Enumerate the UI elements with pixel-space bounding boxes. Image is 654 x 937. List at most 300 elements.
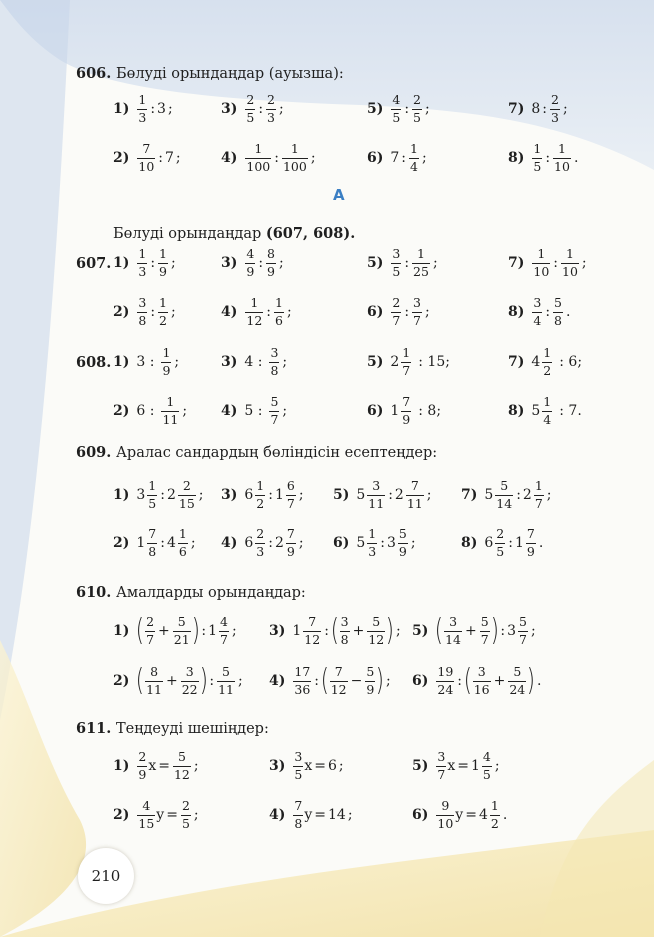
exercise-item: 4) 6 $\frac{2}{3}$ : 2 $\frac{7}{9}$ ; [221, 526, 304, 559]
denominator: 4 [410, 158, 418, 174]
numerator: 1 [543, 394, 552, 409]
fraction [219, 616, 229, 646]
right-paren: ) [490, 613, 499, 648]
fraction [293, 666, 311, 696]
operator: ; [426, 487, 432, 503]
fraction [269, 347, 279, 377]
denominator: 5 [496, 543, 505, 559]
denominator: 25 [413, 263, 429, 279]
operator: ; [237, 673, 243, 689]
exercise-item: 5) 5 $\frac{3}{11}$ : 2 $\frac{7}{11}$ ; [333, 478, 432, 511]
term: : 7. [559, 403, 582, 419]
left-paren: ( [435, 613, 444, 648]
numerator: 1 [159, 295, 167, 310]
operator: ; [298, 487, 304, 503]
denominator: 2 [159, 312, 167, 328]
operator: ; [174, 354, 180, 370]
denominator: 2 [543, 362, 552, 378]
operator: ; [282, 403, 288, 419]
mixed-number [275, 480, 297, 510]
denominator: 11 [406, 495, 423, 511]
operator: ; [425, 304, 430, 320]
denominator: 9 [286, 543, 295, 559]
exercise-item: 6) $\frac{2}{7}$ : $\frac{3}{7}$ ; [367, 295, 430, 328]
denominator: 2 [256, 495, 265, 511]
denominator: 10 [554, 158, 570, 174]
numerator: 1 [537, 246, 546, 261]
mixed-number [479, 800, 501, 830]
math-expression [531, 248, 588, 278]
fraction [245, 94, 255, 124]
left-paren: ( [463, 663, 472, 698]
fraction [286, 480, 296, 510]
fraction [340, 616, 350, 646]
numerator: 5 [372, 614, 381, 629]
operator: ; [425, 101, 430, 117]
operator: + [465, 623, 477, 639]
term: 14 [327, 807, 346, 823]
term: x [304, 758, 313, 774]
numerator: 4 [482, 749, 491, 764]
exercise-item: 4) $\frac{1}{100}$ : $\frac{1}{100}$ ; [221, 141, 316, 174]
denominator: 12 [173, 766, 190, 782]
left-paren: ( [320, 663, 329, 698]
numerator: 2 [181, 798, 190, 813]
exercise-item: 7) 8 : $\frac{2}{3}$ ; [508, 92, 568, 125]
numerator: 5 [480, 614, 489, 629]
fraction [391, 94, 401, 124]
denominator: 5 [482, 766, 491, 782]
numerator: 1 [256, 478, 265, 493]
fraction [480, 616, 490, 646]
numerator: 1 [410, 141, 418, 156]
fraction [542, 347, 552, 377]
fraction [147, 528, 157, 558]
problem-number: 607. [76, 255, 112, 272]
denominator: 7 [413, 312, 421, 328]
mixed-number [244, 528, 266, 558]
operator: ; [310, 150, 316, 166]
fraction [161, 396, 179, 426]
fraction [365, 666, 375, 696]
numerator: 1 [166, 394, 175, 409]
denominator: 3 [368, 543, 377, 559]
exercise-item: 1) $\frac{2}{9}$ x = $\frac{5}{12}$ ; [113, 749, 199, 782]
mixed-number [167, 528, 189, 558]
denominator: 3 [256, 543, 265, 559]
numerator: 5 [398, 526, 407, 541]
fraction [147, 480, 157, 510]
numerator: 1 [558, 141, 566, 156]
numerator: 7 [402, 394, 411, 409]
denominator: 11 [368, 495, 385, 511]
exercise-item: 6) $\frac{9}{10}$ y = 4 $\frac{1}{2}$ . [412, 798, 508, 831]
fraction [401, 347, 411, 377]
denominator: 5 [294, 766, 303, 782]
numerator: 3 [270, 345, 279, 360]
operator: ; [562, 101, 568, 117]
exercise-item: 2) 1 $\frac{7}{8}$ : 4 $\frac{1}{6}$ ; [113, 526, 196, 559]
numerator: 1 [368, 526, 377, 541]
denominator: 100 [246, 158, 271, 174]
fraction [303, 616, 321, 646]
fraction [401, 396, 411, 426]
fraction [542, 396, 552, 426]
denominator: 12 [368, 631, 385, 647]
denominator: 7 [220, 631, 228, 647]
operator: ; [198, 487, 204, 503]
exercise-item: 3) 1 $\frac{7}{12}$ : ( $\frac{3}{8}$ + $\frac{5}{12}$ ) ; [269, 613, 401, 648]
math-expression [531, 143, 580, 173]
operator: = [314, 758, 326, 774]
numerator: 4 [142, 798, 151, 813]
fraction [137, 297, 147, 327]
operator: : [516, 487, 521, 503]
exercise-item: 8) $\frac{1}{5}$ : $\frac{1}{10}$ . [508, 141, 579, 174]
mixed-number [356, 528, 378, 558]
fraction [367, 528, 377, 558]
math-expression [136, 613, 238, 648]
whole-part: 6 [244, 535, 254, 551]
math-expression [356, 480, 433, 510]
mixed-number [523, 480, 545, 510]
operator: : [150, 255, 156, 271]
math-expression [244, 143, 317, 173]
denominator: 5 [181, 815, 190, 831]
operator: ; [581, 255, 587, 271]
math-expression [136, 347, 181, 377]
mixed-number [531, 347, 553, 377]
operator: = [457, 758, 469, 774]
denominator: 4 [533, 312, 542, 328]
term: 3 [157, 101, 166, 117]
denominator: 2 [490, 815, 499, 831]
fraction [482, 751, 492, 781]
operator: + [352, 623, 365, 639]
denominator: 10 [437, 815, 454, 831]
operator: − [350, 673, 363, 689]
right-paren: ) [385, 613, 395, 648]
fraction [526, 528, 536, 558]
mixed-number [507, 616, 529, 646]
denominator: 3 [551, 109, 559, 125]
denominator: 6 [275, 312, 283, 328]
fraction [473, 666, 491, 696]
operator: ; [193, 807, 199, 823]
fraction [269, 396, 279, 426]
math-expression [136, 663, 244, 698]
numerator: 5 [554, 295, 562, 310]
mixed-number [390, 396, 412, 426]
numerator: 1 [417, 246, 425, 261]
fraction [293, 751, 303, 781]
denominator: 22 [181, 681, 198, 697]
denominator: 100 [282, 158, 307, 174]
problem-number: 608. [76, 354, 112, 371]
whole-part: 1 [292, 623, 302, 639]
numerator: 3 [372, 478, 381, 493]
numerator: 3 [449, 614, 458, 629]
fraction [137, 751, 147, 781]
numerator: 1 [138, 92, 147, 107]
denominator: 9 [267, 263, 275, 279]
numerator: 1 [290, 141, 299, 156]
numerator: 7 [308, 614, 317, 629]
denominator: 24 [509, 681, 526, 697]
problem-607-header [76, 255, 111, 272]
denominator: 8 [340, 631, 349, 647]
denominator: 11 [162, 411, 179, 427]
denominator: 11 [146, 681, 162, 697]
fraction [266, 248, 276, 278]
mixed-number [208, 616, 230, 646]
numerator: 7 [148, 526, 157, 541]
fraction [137, 143, 155, 173]
exercise-item: 3) 6 $\frac{1}{2}$ : 1 $\frac{6}{7}$ ; [221, 478, 304, 511]
fraction [532, 143, 542, 173]
denominator: 7 [480, 631, 489, 647]
numerator: 3 [413, 295, 421, 310]
operator: . [538, 535, 544, 551]
fraction [412, 94, 422, 124]
term: x [148, 758, 157, 774]
denominator: 10 [138, 158, 155, 174]
math-expression [390, 297, 431, 327]
denominator: 14 [496, 495, 513, 511]
fraction [137, 248, 147, 278]
fraction [158, 297, 168, 327]
denominator: 5 [533, 158, 542, 174]
operator: : [268, 535, 273, 551]
whole-part: 1 [208, 623, 218, 639]
fraction [444, 616, 462, 646]
term: 4 : [244, 354, 263, 370]
denominator: 36 [294, 681, 311, 697]
operator: . [536, 673, 542, 689]
numerator: 9 [441, 798, 450, 813]
exercise-item: 8) 6 $\frac{2}{5}$ : 1 $\frac{7}{9}$ . [461, 526, 544, 559]
whole-part: 1 [274, 487, 284, 503]
operator: : [457, 673, 462, 689]
numerator: 1 [148, 478, 157, 493]
denominator: 7 [534, 495, 543, 511]
problem-title: Теңдеуді шешіңдер: [115, 721, 269, 737]
math-expression [435, 613, 537, 648]
term: 6 : [136, 403, 155, 419]
denominator: 7 [519, 631, 527, 647]
denominator: 3 [138, 109, 147, 125]
fraction [286, 528, 296, 558]
operator: . [573, 150, 579, 166]
math-expression [244, 347, 289, 377]
numerator: 7 [294, 798, 303, 813]
fraction [245, 248, 255, 278]
operator: ; [494, 758, 500, 774]
denominator: 9 [402, 411, 411, 427]
operator: ; [386, 673, 391, 689]
problem-title: Бөлуді орындаңдар (ауызша): [115, 66, 344, 82]
fraction [412, 297, 422, 327]
right-paren: ) [527, 663, 536, 698]
denominator: 9 [138, 766, 147, 782]
term: y [304, 807, 313, 823]
operator: : [542, 101, 548, 117]
section-letter: А [333, 186, 345, 204]
denominator: 7 [270, 411, 279, 427]
fraction [436, 751, 446, 781]
problem-title: Аралас сандардың бөліндісін есептеңдер: [115, 445, 438, 461]
exercise-item: 6) 7 : $\frac{1}{4}$ ; [367, 141, 427, 174]
math-expression [244, 297, 293, 327]
mixed-number [471, 751, 493, 781]
whole-part: 5 [531, 403, 541, 419]
term: 6 [327, 758, 337, 774]
fraction [367, 480, 385, 510]
fraction [330, 666, 348, 696]
math-expression [356, 528, 417, 558]
numerator: 2 [256, 526, 265, 541]
operator: : [553, 255, 558, 271]
numerator: 5 [222, 664, 230, 679]
operator: + [493, 673, 506, 689]
math-expression [244, 480, 305, 510]
denominator: 8 [138, 312, 147, 328]
fraction [436, 800, 454, 830]
whole-part: 2 [394, 487, 404, 503]
exercise-item: 5) $\frac{3}{5}$ : $\frac{1}{25}$ ; [367, 246, 438, 279]
operator: : [160, 487, 165, 503]
denominator: 7 [437, 766, 446, 782]
fraction [181, 666, 199, 696]
denominator: 8 [148, 543, 157, 559]
fraction [145, 616, 155, 646]
math-expression [292, 613, 402, 648]
operator: : [388, 487, 393, 503]
operator: : [545, 150, 551, 166]
operator: : [209, 673, 215, 689]
math-expression [136, 528, 197, 558]
denominator: 7 [402, 362, 411, 378]
operator: : [150, 101, 156, 117]
math-expression [136, 297, 177, 327]
denominator: 24 [437, 681, 454, 697]
whole-part: 1 [136, 535, 146, 551]
math-expression [531, 396, 581, 426]
operator: : [545, 304, 551, 320]
fraction [274, 297, 284, 327]
math-expression [244, 248, 285, 278]
denominator: 21 [173, 631, 190, 647]
fraction [406, 480, 424, 510]
exercise-item: 4) 5 : $\frac{5}{7}$ ; [221, 394, 288, 427]
numerator: 3 [477, 664, 486, 679]
operator: ; [279, 255, 284, 271]
operator: : [404, 304, 410, 320]
operator: ; [395, 623, 401, 639]
operator: = [158, 758, 170, 774]
denominator: 5 [246, 109, 255, 125]
fraction [245, 297, 263, 327]
fraction [553, 143, 571, 173]
fraction [266, 94, 276, 124]
numerator: 1 [138, 246, 147, 261]
operator: : [274, 150, 279, 166]
right-paren: ) [199, 663, 208, 698]
mixed-number [484, 528, 506, 558]
operator: ; [347, 807, 353, 823]
denominator: 11 [218, 681, 234, 697]
exercise-item: 8) $\frac{3}{4}$ : $\frac{5}{8}$ . [508, 295, 571, 328]
denominator: 9 [398, 543, 407, 559]
whole-part: 4 [531, 354, 541, 370]
math-expression [244, 94, 285, 124]
fraction [553, 297, 563, 327]
numerator: 2 [551, 92, 559, 107]
numerator: 8 [150, 664, 159, 679]
numerator: 2 [413, 92, 421, 107]
mixed-number [484, 480, 514, 510]
whole-part: 1 [514, 535, 524, 551]
numerator: 3 [340, 614, 349, 629]
fraction [245, 143, 271, 173]
denominator: 15 [138, 815, 155, 831]
denominator: 9 [246, 263, 255, 279]
operator: . [502, 807, 508, 823]
operator: ; [531, 623, 536, 639]
operator: : [150, 304, 156, 320]
mixed-number [136, 480, 158, 510]
denominator: 9 [526, 543, 535, 559]
denominator: 9 [162, 362, 171, 378]
denominator: 9 [366, 681, 375, 697]
problem-number: 610. [76, 584, 112, 601]
fraction [508, 666, 526, 696]
numerator: 3 [294, 749, 303, 764]
numerator: 7 [526, 526, 535, 541]
denominator: 4 [543, 411, 552, 427]
exercise-item: 5) $\frac{3}{7}$ x = 1 $\frac{4}{5}$ ; [412, 749, 500, 782]
operator: : [401, 150, 407, 166]
denominator: 10 [533, 263, 550, 279]
math-expression [244, 528, 305, 558]
whole-part: 1 [390, 403, 400, 419]
term: : 15; [418, 354, 450, 370]
numerator: 1 [543, 345, 552, 360]
whole-part: 2 [166, 487, 176, 503]
numerator: 19 [437, 664, 454, 679]
left-paren: ( [136, 663, 145, 698]
math-expression [136, 800, 200, 830]
math-expression [390, 396, 441, 426]
whole-part: 3 [507, 623, 517, 639]
operator: ; [546, 487, 552, 503]
math-expression [136, 94, 174, 124]
numerator: 1 [402, 345, 411, 360]
numerator: 5 [366, 664, 375, 679]
numerator: 2 [182, 478, 191, 493]
numerator: 3 [138, 295, 147, 310]
operator: : [380, 535, 385, 551]
math-expression [435, 800, 509, 830]
operator: ; [175, 150, 181, 166]
math-expression [435, 751, 501, 781]
operator: = [465, 807, 477, 823]
whole-part: 5 [484, 487, 494, 503]
whole-part: 2 [274, 535, 284, 551]
exercise-item: 6) $\frac{19}{24}$ : ( $\frac{3}{16}$ + $\frac{5}{24}$ ) . [412, 663, 542, 698]
mixed-number [390, 347, 412, 377]
denominator: 5 [392, 263, 401, 279]
